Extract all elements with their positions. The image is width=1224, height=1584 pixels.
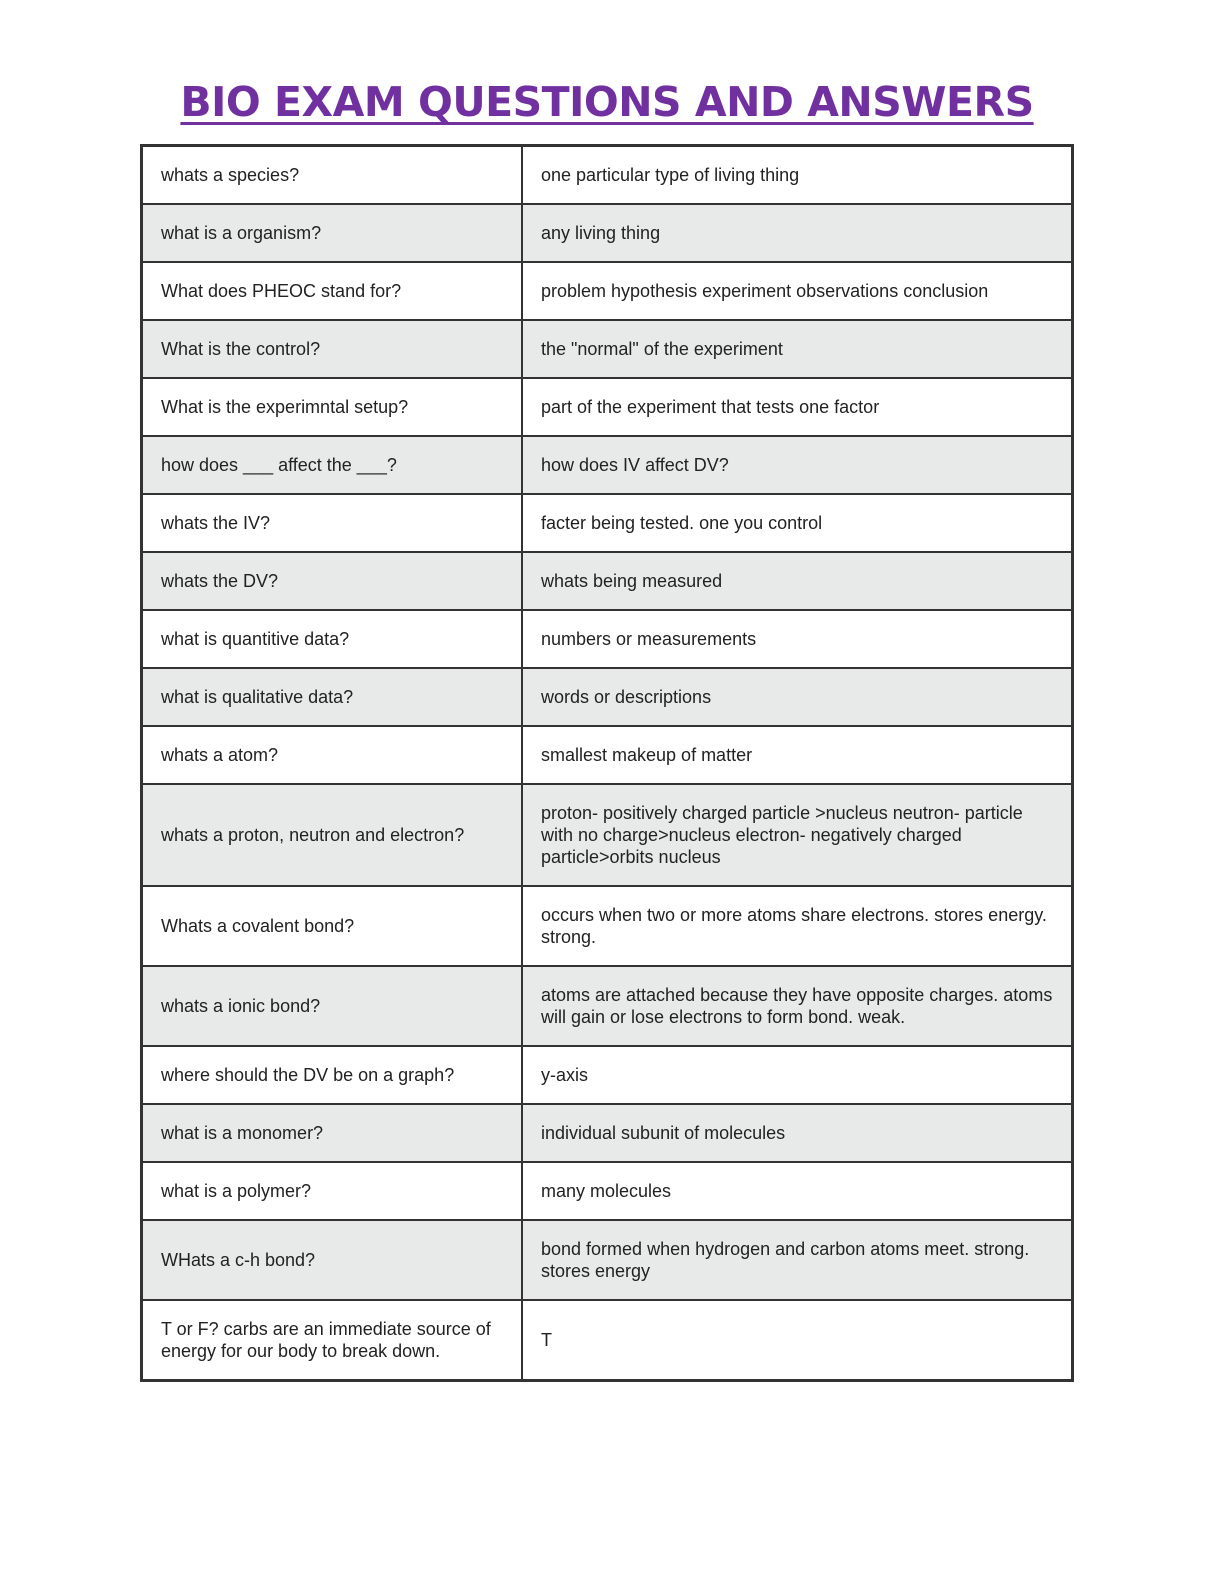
answer-cell: how does IV affect DV? bbox=[522, 436, 1073, 494]
question-cell: What is the experimntal setup? bbox=[142, 378, 523, 436]
question-cell: what is quantitive data? bbox=[142, 610, 523, 668]
table-row bbox=[142, 436, 1073, 494]
table-row bbox=[142, 966, 1073, 1046]
table-row bbox=[142, 320, 1073, 378]
table-row bbox=[142, 1046, 1073, 1104]
answer-cell: individual subunit of molecules bbox=[522, 1104, 1073, 1162]
answer-cell: the "normal" of the experiment bbox=[522, 320, 1073, 378]
question-cell: Whats a covalent bond? bbox=[142, 886, 523, 966]
table-row bbox=[142, 494, 1073, 552]
question-cell: what is a organism? bbox=[142, 204, 523, 262]
question-cell: whats a atom? bbox=[142, 726, 523, 784]
table-row bbox=[142, 204, 1073, 262]
answer-cell: any living thing bbox=[522, 204, 1073, 262]
answer-cell: numbers or measurements bbox=[522, 610, 1073, 668]
question-cell: what is qualitative data? bbox=[142, 668, 523, 726]
answer-cell: atoms are attached because they have opposite charges. atoms will gain or lose electrons to form bond. weak. bbox=[522, 966, 1073, 1046]
answer-cell: smallest makeup of matter bbox=[522, 726, 1073, 784]
answer-cell: whats being measured bbox=[522, 552, 1073, 610]
table-row bbox=[142, 668, 1073, 726]
answer-cell: many molecules bbox=[522, 1162, 1073, 1220]
table-row bbox=[142, 1300, 1073, 1381]
question-cell: whats the DV? bbox=[142, 552, 523, 610]
table-row bbox=[142, 1104, 1073, 1162]
answer-cell: problem hypothesis experiment observations conclusion bbox=[522, 262, 1073, 320]
table-row bbox=[142, 1220, 1073, 1300]
answer-cell: proton- positively charged particle >nucleus neutron- particle with no charge>nucleus electron- negatively charged particle>orbits nucleus bbox=[522, 784, 1073, 886]
answer-cell: occurs when two or more atoms share electrons. stores energy. strong. bbox=[522, 886, 1073, 966]
table-row bbox=[142, 784, 1073, 886]
answer-cell: part of the experiment that tests one factor bbox=[522, 378, 1073, 436]
page-title: BIO EXAM QUESTIONS AND ANSWERS bbox=[180, 78, 1034, 126]
question-cell: how does ___ affect the ___? bbox=[142, 436, 523, 494]
answer-cell: T bbox=[522, 1300, 1073, 1381]
question-cell: T or F? carbs are an immediate source of energy for our body to break down. bbox=[142, 1300, 523, 1381]
question-cell: whats the IV? bbox=[142, 494, 523, 552]
answer-cell: one particular type of living thing bbox=[522, 146, 1073, 205]
question-cell: What is the control? bbox=[142, 320, 523, 378]
table-row bbox=[142, 378, 1073, 436]
table-row bbox=[142, 552, 1073, 610]
table-row bbox=[142, 262, 1073, 320]
table-row bbox=[142, 726, 1073, 784]
table-row bbox=[142, 1162, 1073, 1220]
question-cell: whats a species? bbox=[142, 146, 523, 205]
question-cell: whats a proton, neutron and electron? bbox=[142, 784, 523, 886]
answer-cell: words or descriptions bbox=[522, 668, 1073, 726]
table-row bbox=[142, 886, 1073, 966]
question-cell: where should the DV be on a graph? bbox=[142, 1046, 523, 1104]
qa-table bbox=[140, 144, 1074, 1382]
question-cell: what is a polymer? bbox=[142, 1162, 523, 1220]
table-row bbox=[142, 610, 1073, 668]
question-cell: what is a monomer? bbox=[142, 1104, 523, 1162]
question-cell: WHats a c-h bond? bbox=[142, 1220, 523, 1300]
question-cell: What does PHEOC stand for? bbox=[142, 262, 523, 320]
answer-cell: y-axis bbox=[522, 1046, 1073, 1104]
table-row bbox=[142, 146, 1073, 205]
answer-cell: bond formed when hydrogen and carbon atoms meet. strong. stores energy bbox=[522, 1220, 1073, 1300]
answer-cell: facter being tested. one you control bbox=[522, 494, 1073, 552]
question-cell: whats a ionic bond? bbox=[142, 966, 523, 1046]
